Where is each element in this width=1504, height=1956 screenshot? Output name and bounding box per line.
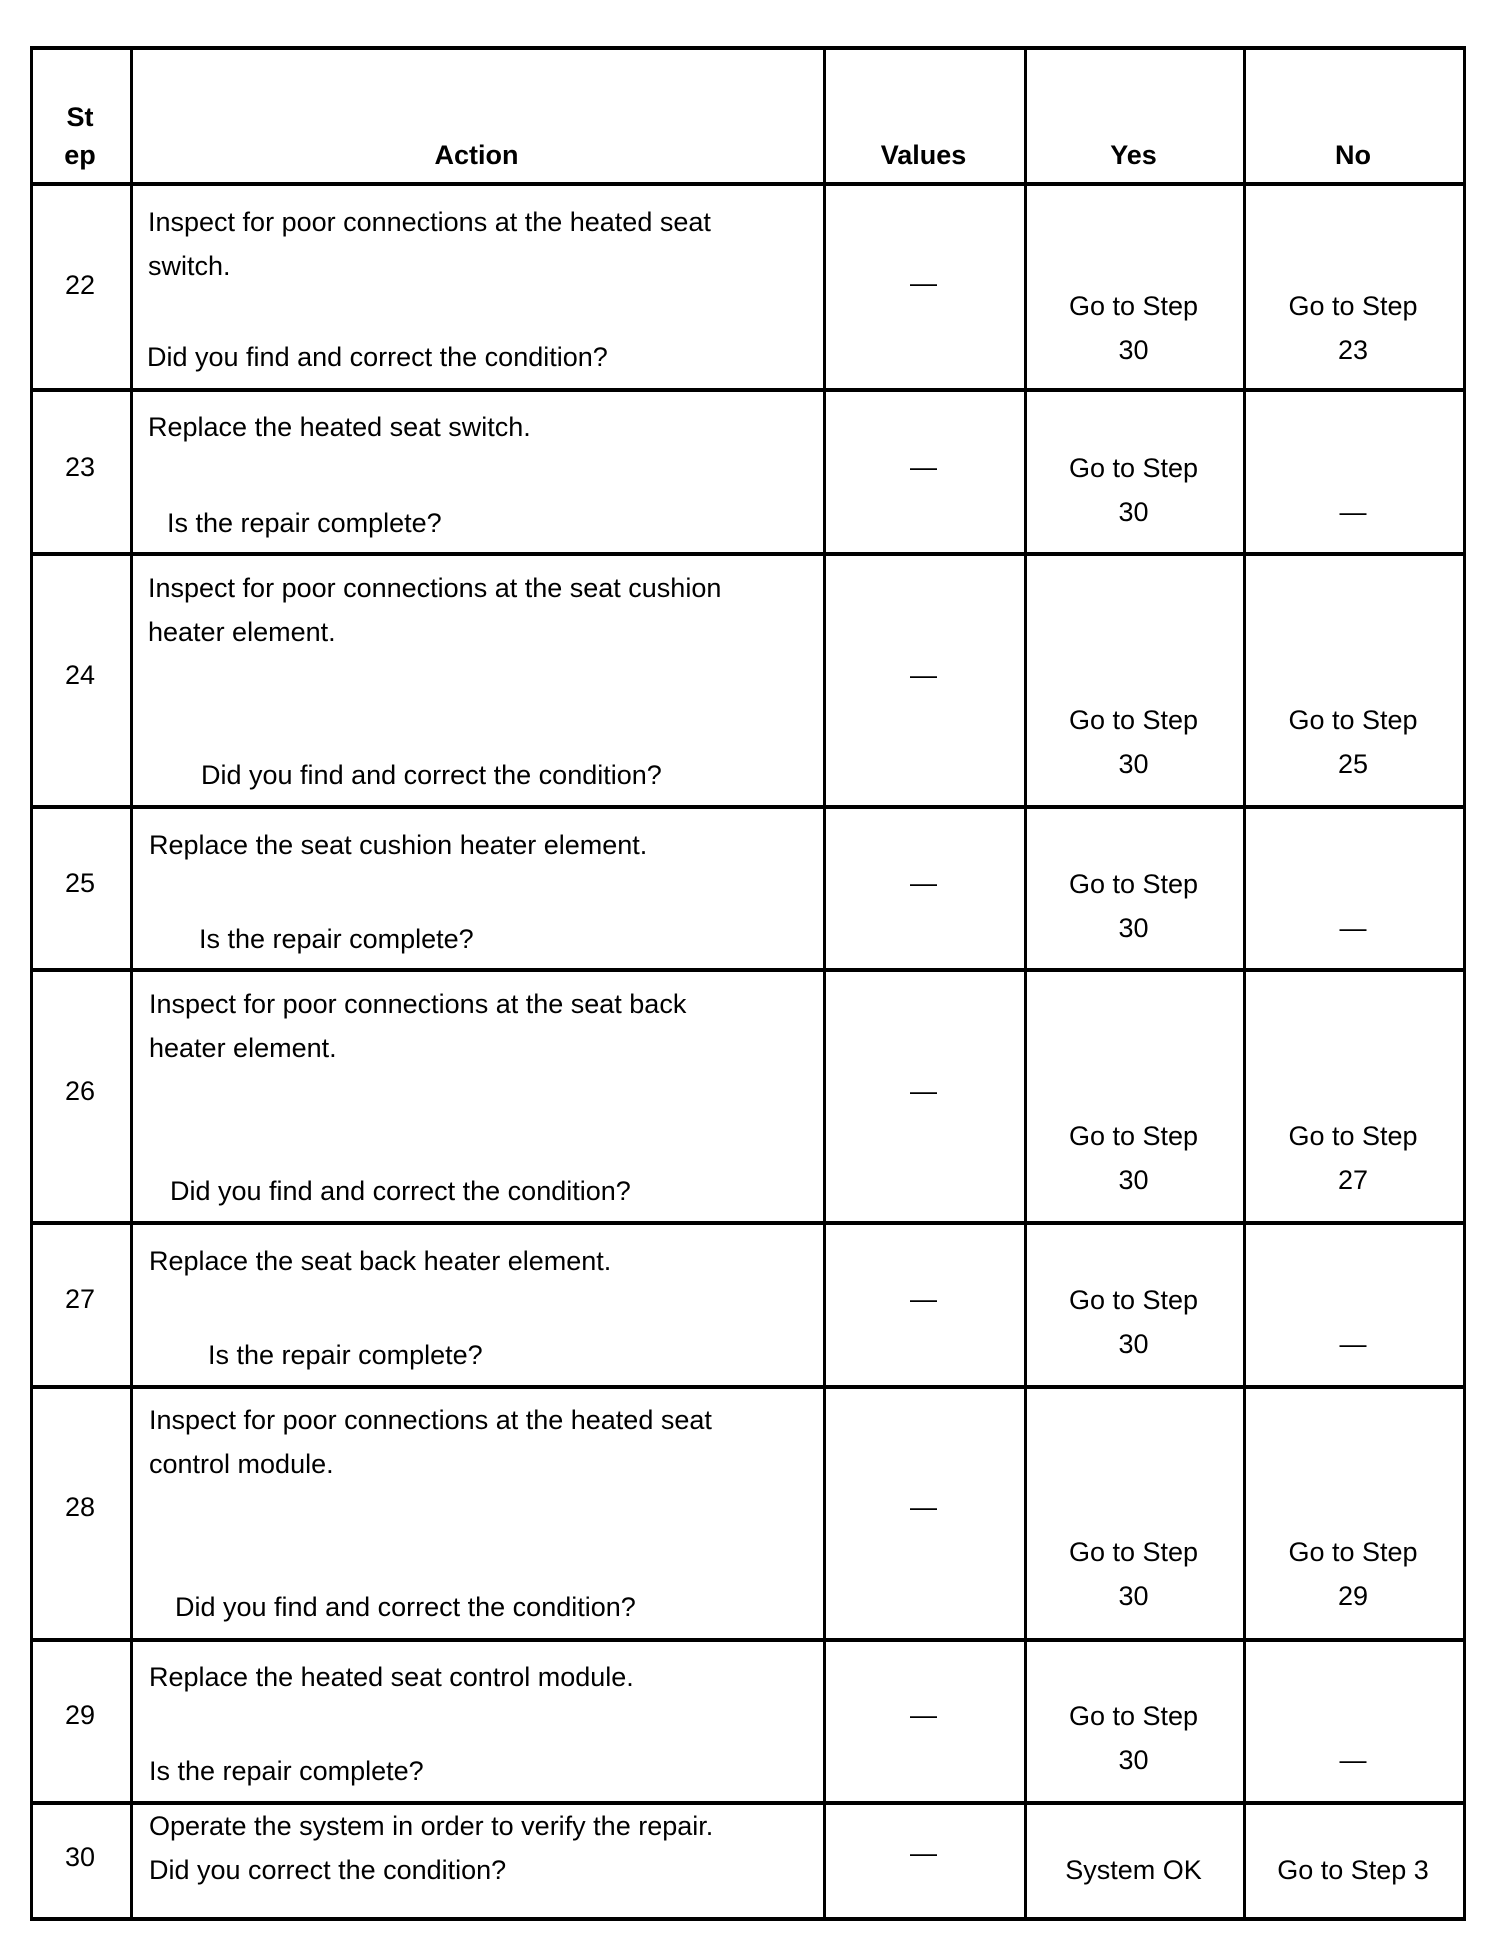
no-dash: —: [1339, 497, 1367, 527]
yes-text: Go to Step: [1068, 705, 1199, 735]
header-step-line2: ep: [64, 140, 96, 170]
header-step: [30, 98, 130, 174]
header-action: Action: [434, 140, 519, 170]
yes-step: 30: [1118, 1165, 1149, 1195]
no-cell: [1243, 1530, 1463, 1618]
action-text: [149, 1804, 713, 1892]
yes-text: Go to Step: [1068, 1537, 1199, 1567]
yes-step: 30: [1118, 1581, 1149, 1611]
action-question: Is the repair complete?: [167, 508, 442, 538]
no-dash: —: [1339, 913, 1367, 943]
yes-cell: [1024, 1114, 1243, 1202]
action-line: Replace the heated seat control module.: [149, 1662, 634, 1692]
action-line: Inspect for poor connections at the seat back: [149, 989, 687, 1019]
header-values: Values: [880, 140, 967, 170]
col-divider: [823, 46, 826, 1921]
step-number: 22: [64, 270, 96, 300]
no-step: 25: [1337, 749, 1369, 779]
row-divider: [30, 552, 1466, 556]
step-number: 30: [64, 1842, 96, 1872]
step-number: 27: [64, 1284, 96, 1314]
action-question: Did you find and correct the condition?: [147, 342, 608, 372]
no-text: Go to Step: [1288, 1121, 1418, 1151]
action-question: Is the repair complete?: [199, 924, 474, 954]
no-cell: [1243, 1322, 1463, 1366]
step-number: 25: [64, 868, 96, 898]
no-cell: [1243, 906, 1463, 950]
values-cell: —: [910, 1700, 937, 1730]
step-number: 23: [64, 452, 96, 482]
row-divider: [30, 1385, 1466, 1389]
action-question: Did you find and correct the condition?: [170, 1176, 631, 1206]
yes-cell: [1024, 284, 1243, 372]
values-cell: —: [910, 268, 937, 298]
action-question: Is the repair complete?: [149, 1756, 424, 1786]
action-line: Replace the heated seat switch.: [148, 412, 531, 442]
values-cell: —: [910, 1284, 937, 1314]
step-number: 24: [64, 660, 96, 690]
header-divider: [30, 182, 1466, 186]
action-line: Replace the seat cushion heater element.: [149, 830, 648, 860]
yes-step: 30: [1118, 749, 1149, 779]
action-line: Inspect for poor connections at the heated seat: [148, 207, 711, 237]
row-divider: [30, 1221, 1466, 1225]
action-line: Inspect for poor connections at the seat cushion: [148, 573, 722, 603]
yes-text: Go to Step: [1068, 291, 1199, 321]
no-cell: [1243, 284, 1463, 372]
yes-cell: [1024, 1530, 1243, 1618]
no-text: Go to Step: [1288, 705, 1418, 735]
yes-step: 30: [1118, 1745, 1149, 1775]
header-yes: Yes: [1110, 140, 1157, 170]
col-border-right: [1463, 46, 1466, 1921]
yes-step: 30: [1118, 913, 1149, 943]
diagnostic-table: [30, 46, 1466, 1921]
action-text: [148, 412, 531, 443]
table-border-bottom: [30, 1917, 1466, 1921]
no-dash: —: [1339, 1329, 1367, 1359]
action-text: [149, 1662, 634, 1693]
values-cell: —: [910, 1838, 937, 1868]
action-question: Is the repair complete?: [208, 1340, 483, 1370]
no-cell: [1243, 1114, 1463, 1202]
step-number: 29: [64, 1700, 96, 1730]
yes-cell: [1024, 446, 1243, 534]
no-cell: [1243, 1738, 1463, 1782]
yes-step: 30: [1118, 1329, 1149, 1359]
table-border-top: [30, 46, 1466, 50]
no-dash: —: [1339, 1745, 1367, 1775]
values-cell: —: [910, 452, 937, 482]
row-divider: [30, 388, 1466, 392]
row-divider: [30, 1638, 1466, 1642]
yes-step: 30: [1118, 335, 1149, 365]
yes-cell: [1024, 1278, 1243, 1366]
yes-text: Go to Step: [1068, 1285, 1199, 1315]
no-cell: [1243, 698, 1463, 786]
action-line: heater element.: [148, 617, 336, 647]
action-text: [148, 200, 711, 288]
action-text: [149, 982, 686, 1070]
header-no: No: [1335, 140, 1371, 170]
no-step: 23: [1337, 335, 1369, 365]
step-number: 26: [64, 1076, 96, 1106]
header-step-line1: St: [66, 102, 94, 132]
action-line: Operate the system in order to verify the repair.: [149, 1811, 714, 1841]
yes-step: 30: [1118, 497, 1149, 527]
col-border-left: [30, 46, 33, 1921]
row-divider: [30, 805, 1466, 809]
action-question: Did you find and correct the condition?: [201, 760, 662, 790]
no-text: Go to Step: [1288, 291, 1418, 321]
no-text: Go to Step 3: [1277, 1855, 1429, 1885]
values-cell: —: [910, 1492, 937, 1522]
action-question: Did you find and correct the condition?: [175, 1592, 636, 1622]
action-question: Did you correct the condition?: [149, 1855, 507, 1885]
yes-text: Go to Step: [1068, 1121, 1199, 1151]
yes-cell: [1024, 698, 1243, 786]
yes-text: Go to Step: [1068, 1701, 1199, 1731]
action-line: Replace the seat back heater element.: [149, 1246, 612, 1276]
yes-text: Go to Step: [1068, 453, 1199, 483]
yes-text: Go to Step: [1068, 869, 1199, 899]
no-step: 29: [1337, 1581, 1369, 1611]
no-text: Go to Step: [1288, 1537, 1418, 1567]
no-cell: [1243, 1848, 1463, 1892]
step-number: 28: [64, 1492, 96, 1522]
yes-cell: [1024, 862, 1243, 950]
no-cell: [1243, 490, 1463, 534]
action-text: [149, 830, 647, 861]
row-divider: [30, 968, 1466, 972]
action-line: Inspect for poor connections at the heated seat: [149, 1405, 712, 1435]
col-divider: [130, 46, 133, 1921]
action-text: [148, 566, 721, 654]
action-text: [149, 1398, 712, 1486]
yes-cell: [1024, 1848, 1243, 1892]
values-cell: —: [910, 1076, 937, 1106]
values-cell: —: [910, 868, 937, 898]
action-line: heater element.: [149, 1033, 337, 1063]
values-cell: —: [910, 660, 937, 690]
action-line: control module.: [149, 1449, 334, 1479]
action-line: switch.: [148, 251, 231, 281]
yes-text: System OK: [1065, 1855, 1202, 1885]
yes-cell: [1024, 1694, 1243, 1782]
no-step: 27: [1337, 1165, 1369, 1195]
action-text: [149, 1246, 611, 1277]
